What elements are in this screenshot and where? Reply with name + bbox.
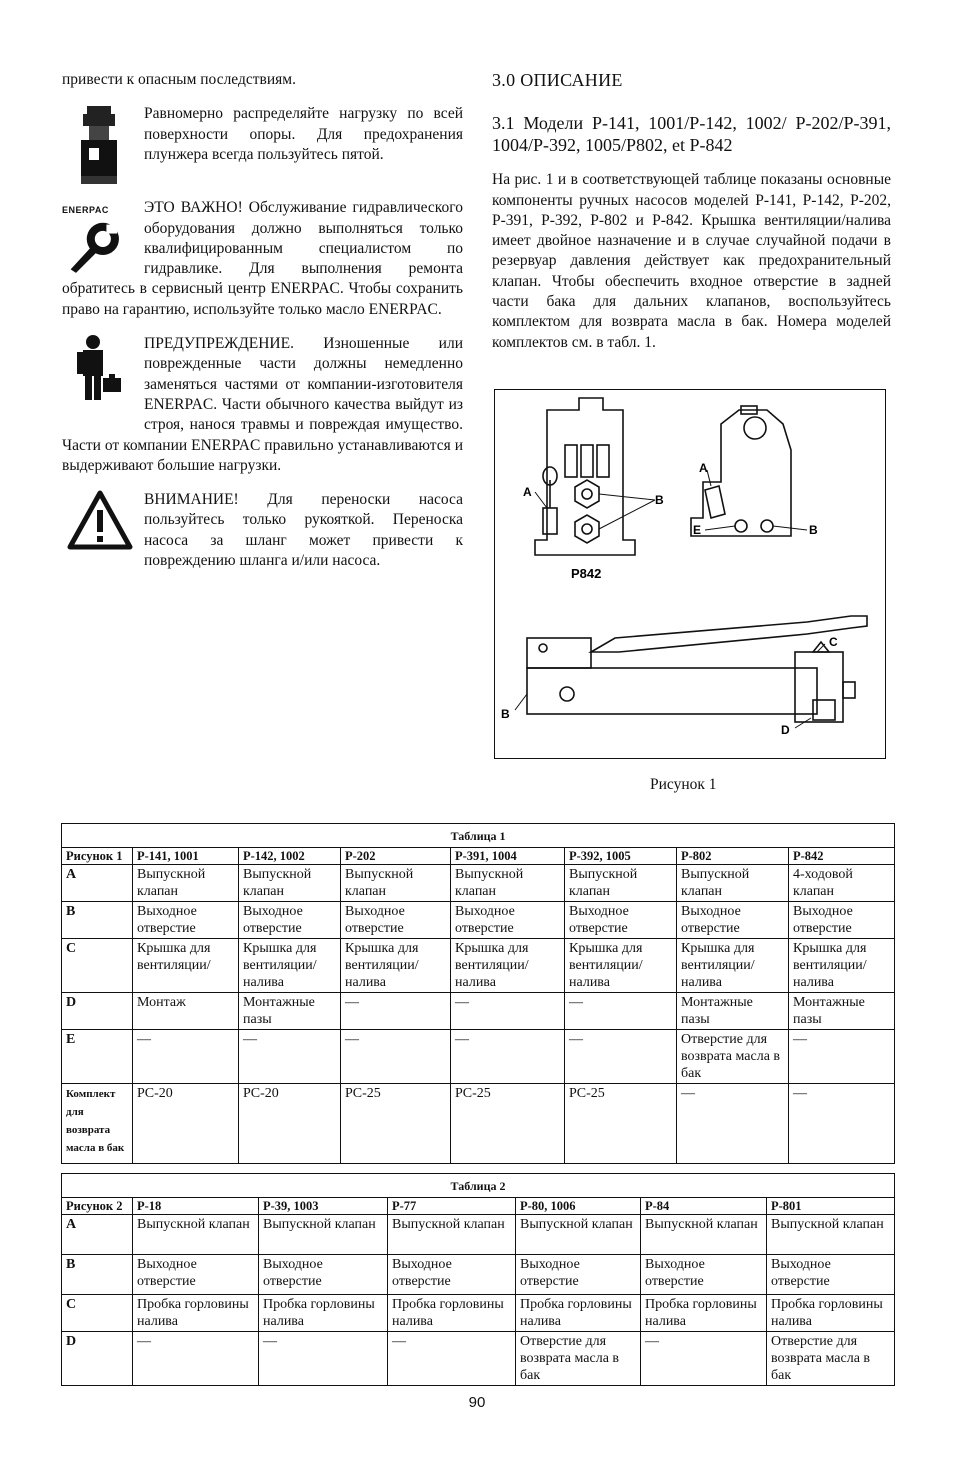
section-title: 3.0 ОПИСАНИЕ <box>492 70 623 90</box>
mechanic-icon <box>62 334 138 420</box>
label-b-side: B <box>809 523 818 537</box>
warning-notice <box>62 334 463 476</box>
label-e-side: E <box>693 523 702 537</box>
label-b-front: B <box>655 493 664 507</box>
model-label: P842 <box>571 566 602 581</box>
table-1-title: Таблица 1 <box>62 824 895 848</box>
table-1 <box>61 823 895 1164</box>
important-notice <box>62 198 463 320</box>
label-a-front: A <box>523 485 532 499</box>
left-column <box>62 70 463 571</box>
load-text: Равномерно распределяйте нагрузку по всей поверхности опоры. Для предохранения плунжера всегда пользуйтесь пятой. <box>144 105 463 163</box>
table-row: D Монтаж Монтажные пазы — — — Монтажные пазы Монтажные пазы <box>62 993 895 1030</box>
table-row: C Крышка для вентиляции/ Крышка для вентиляции/ налива Крышка для вентиляции/ налива Крышка для вентиляции/ налива Крышка для вентиляции/ налива Крышка для вентиляции/ налива Крышка для вентиляции/ налива <box>62 939 895 993</box>
description-text: На рис. 1 и в соответствующей таблице показаны основные компоненты ручных насосов моделей P-141, P-142, P-202, P-391, P-392, P-802 и P-842. Крышка вентиляции/налива имеет двойное назначение и в случае случайной подачи в резервуар давления действует как предохранительный клапан. Чтобы обеспечить входное отверстие в задней части бака для дальних клапанов, воспользуйтесь комплектом для возврата масла в бак. Номера моделей комплектов см. в табл. 1. <box>492 171 891 351</box>
warning-text: ПРЕДУПРЕЖДЕНИЕ. Изношенные или поврежденные части должны немедленно заменяться частями от компании-изготовителя ENERPAC. Части обычного качества выйдут из строя, нанося травмы и повреждая имущество. Части от компании ENERPAC правильно устанавливаются и выдерживают большие нагрузки. <box>62 335 463 474</box>
figure-caption: Рисунок 1 <box>650 776 717 793</box>
table-row: D — — — Отверстие для возврата масла в бак — Отверстие для возврата масла в бак <box>62 1332 895 1386</box>
label-d: D <box>781 723 790 737</box>
table-row: Комплект для возврата масла в бак PC-20 PC-20 PC-25 PC-25 PC-25 — — <box>62 1084 895 1164</box>
table-row: C Пробка горловины налива Пробка горловины налива Пробка горловины налива Пробка горловины налива Пробка горловины налива Пробка горловины налива <box>62 1295 895 1332</box>
table-1-header: Рисунок 1 P-141, 1001 P-142, 1002 P-202 P-391, 1004 P-392, 1005 P-802 P-842 <box>62 848 895 865</box>
table-row: A Выпускной клапан Выпускной клапан Выпускной клапан Выпускной клапан Выпускной клапан Выпускной клапан 4-ходовой клапан <box>62 865 895 902</box>
table-2 <box>61 1173 895 1386</box>
attention-notice <box>62 490 463 571</box>
subsection-title: 3.1 Модели P-141, 1001/P-142, 1002/ P-202/P-391, 1004/P-392, 1005/P802, et P-842 <box>492 113 891 156</box>
label-b-pump: B <box>501 707 510 721</box>
table-2-header: Рисунок 2 P-18 P-39, 1003 P-77 P-80, 1006 P-84 P-801 <box>62 1198 895 1215</box>
table-2-title: Таблица 2 <box>62 1174 895 1198</box>
important-text: ЭТО ВАЖНО! Обслуживание гидравлического оборудования должно выполняться только квалифицированным специалистом по гидравлике. Для выполнения ремонта обратитесь в сервисный центр ENERPAC. Чтобы сохранить право на гарантию, используйте только масло ENERPAC. <box>62 199 463 318</box>
pump-drawing <box>495 390 885 758</box>
table-row: E — — — — — Отверстие для возврата масла в бак — <box>62 1030 895 1084</box>
table-row: B Выходное отверстие Выходное отверстие Выходное отверстие Выходное отверстие Выходное отверстие Выходное отверстие Выходное отверстие <box>62 902 895 939</box>
figure-1 <box>494 389 886 759</box>
label-a-side: A <box>699 461 708 475</box>
page-number: 90 <box>468 1394 486 1411</box>
attention-text: ВНИМАНИЕ! Для переноски насоса пользуйтесь только рукояткой. Переноска насоса за шланг может привести к повреждению шланга и/или насоса. <box>144 491 463 570</box>
right-column <box>492 70 891 353</box>
load-notice <box>62 104 463 190</box>
enerpac-logo: ENERPAC <box>62 205 109 216</box>
warning-triangle-icon <box>62 490 138 556</box>
cylinder-base-icon <box>62 104 138 190</box>
table-row: A Выпускной клапан Выпускной клапан Выпускной клапан Выпускной клапан Выпускной клапан Выпускной клапан <box>62 1215 895 1255</box>
intro-line: привести к опасным последствиям. <box>62 71 296 88</box>
enerpac-wrench-icon <box>62 198 138 274</box>
label-c: C <box>829 635 838 649</box>
table-row: B Выходное отверстие Выходное отверстие Выходное отверстие Выходное отверстие Выходное отверстие Выходное отверстие <box>62 1255 895 1295</box>
